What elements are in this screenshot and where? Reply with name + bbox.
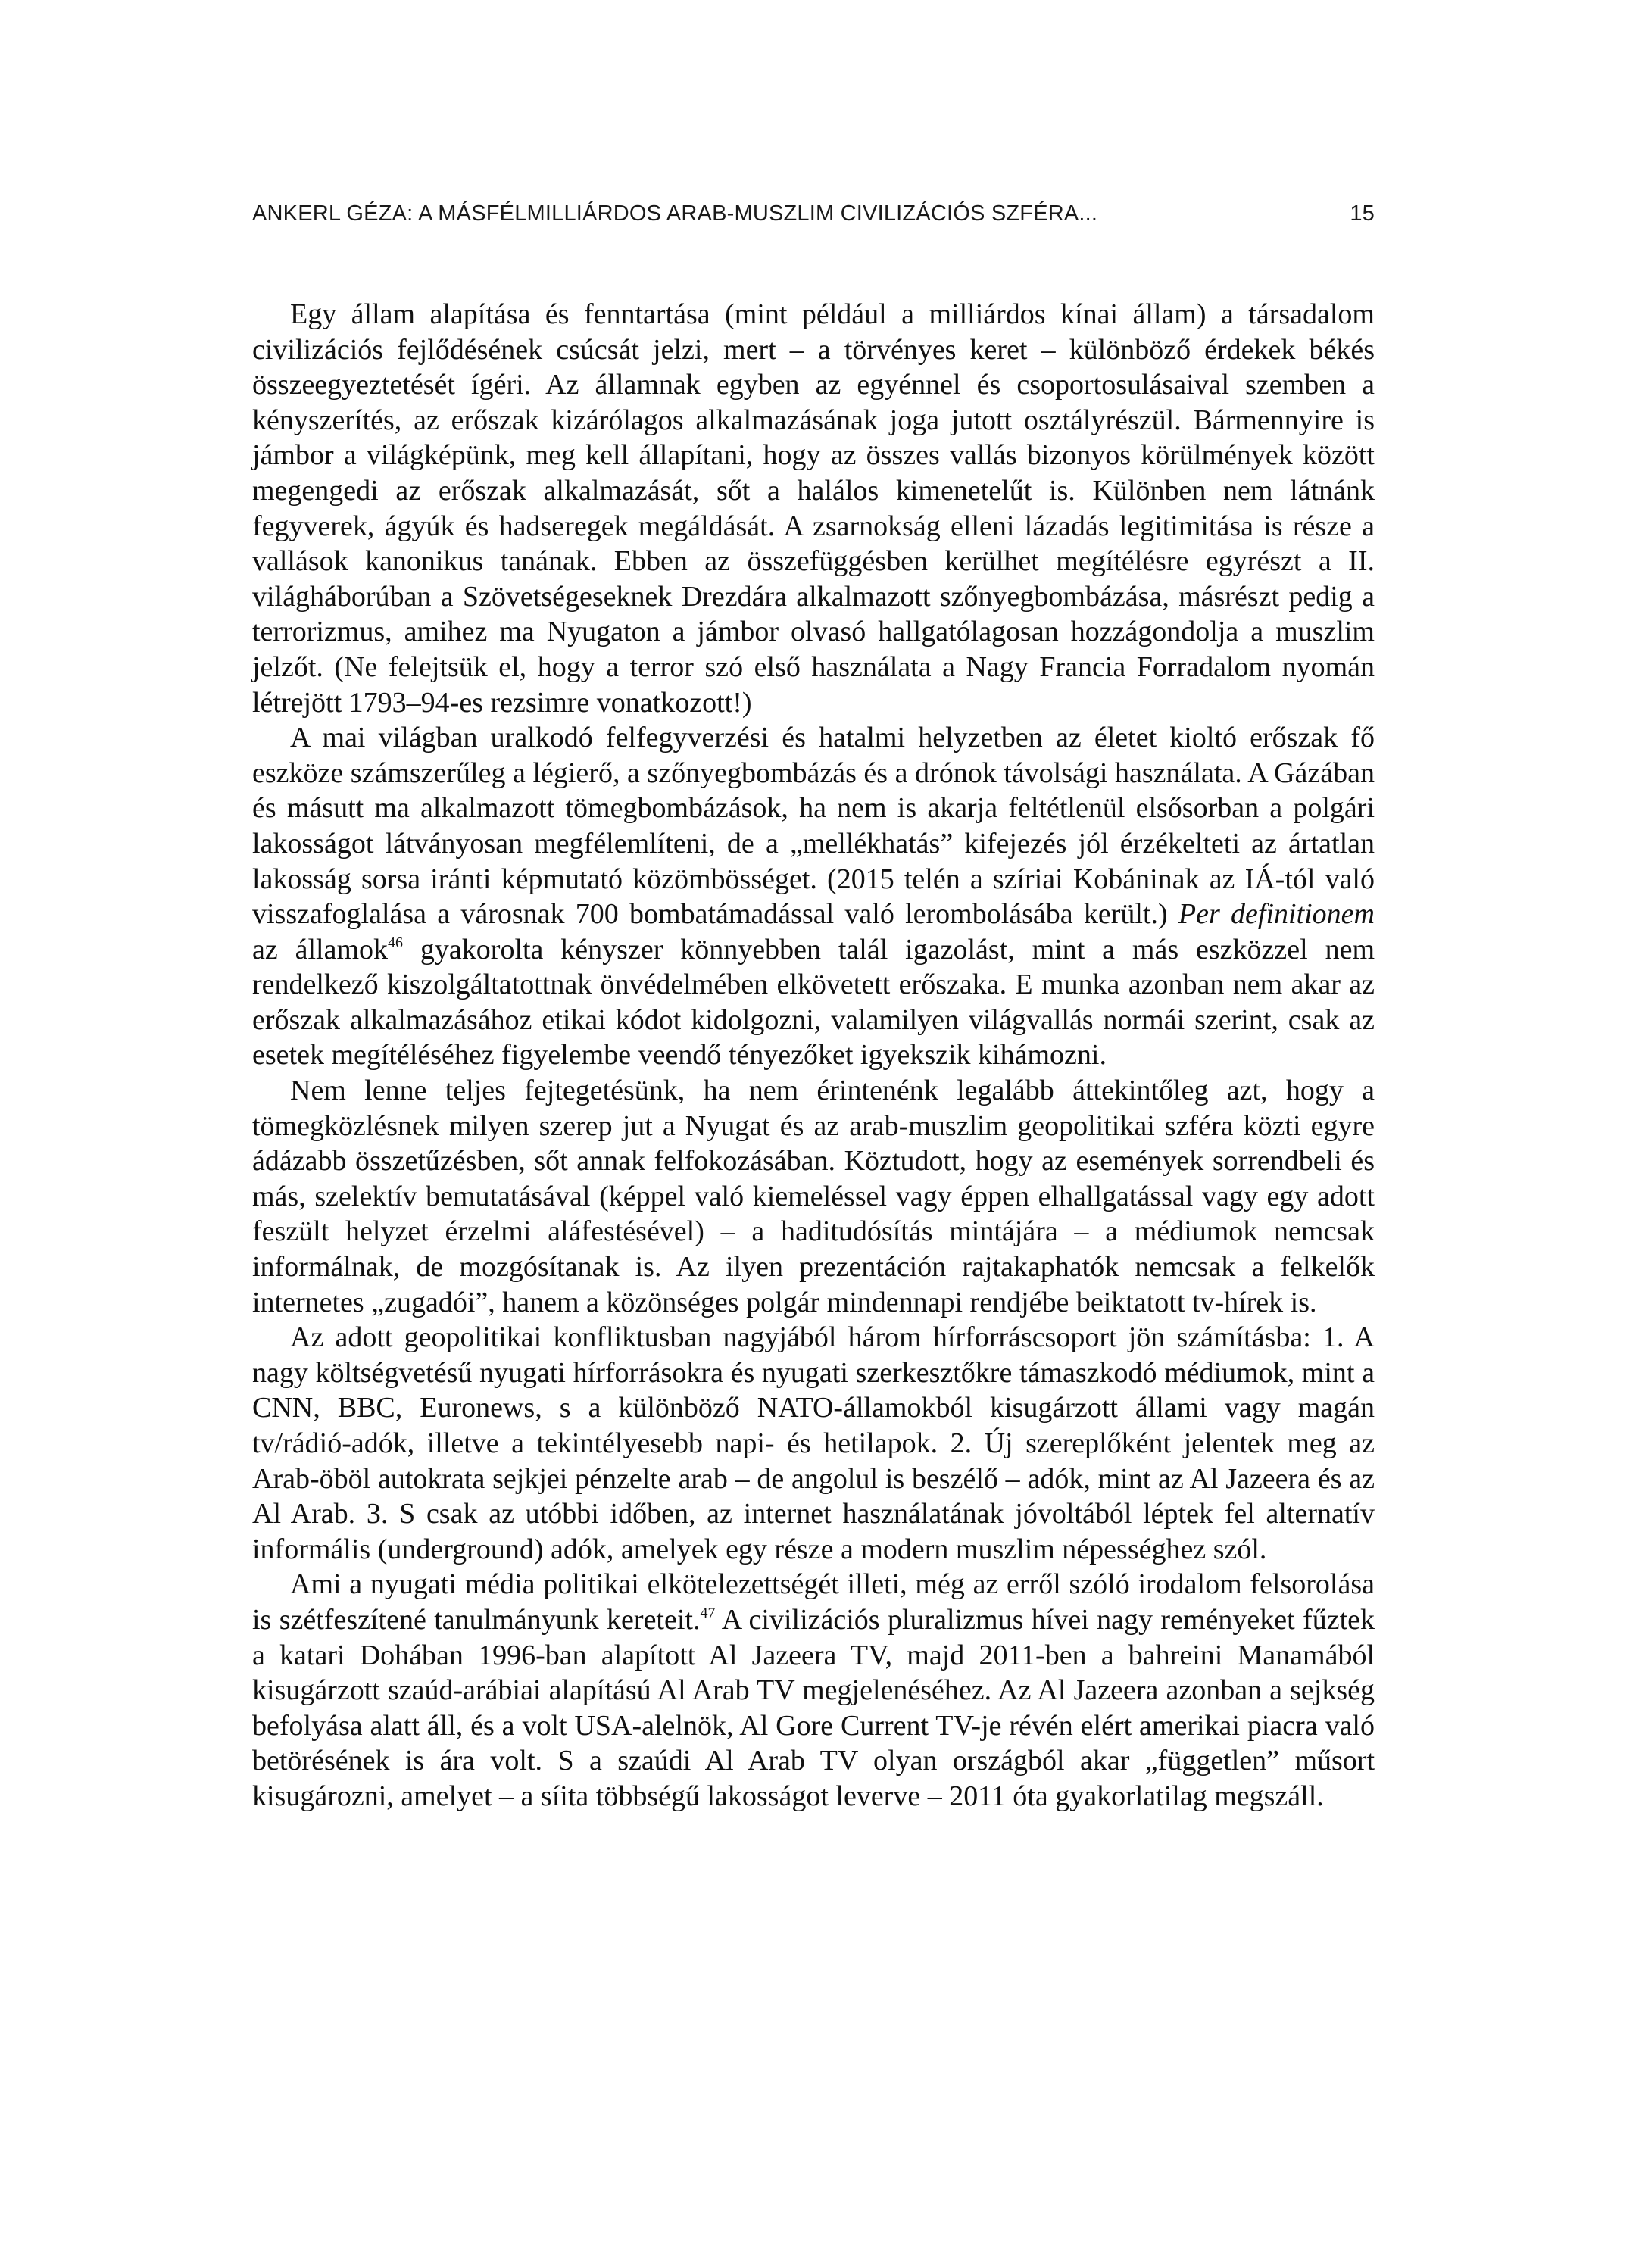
paragraph-5-text-a: Ami a nyugati média politikai elkötelezettségét illeti, még az erről szóló irodalom felsorolása is szétfeszítené tanulmányunk kereteit.: [252, 1568, 1375, 1636]
paragraph-2: [252, 720, 1375, 1073]
footnote-ref-47[interactable]: 47: [700, 1604, 716, 1621]
paragraph-2-text-b: az államok: [252, 933, 389, 966]
latin-phrase: Per definitionem: [1178, 898, 1375, 931]
running-title: ANKERL GÉZA: A MÁSFÉLMILLIÁRDOS ARAB-MUSZLIM CIVILIZÁCIÓS SZFÉRA...: [252, 201, 1098, 226]
paragraph-5-text-b: A civilizációs pluralizmus hívei nagy reményeket fűztek a katari Dohában 1996-ban alapított Al Jazeera TV, majd 2011-ben a bahreini Manamából kisugárzott szaúd-arábiai alapítású Al Arab TV megjelenéséhez. Az Al Jazeera azonban a sejkség befolyása alatt áll, és a volt USA-alelnök, Al Gore Current TV-je révén elért amerikai piacra való betörésének is ára volt. S a szaúdi Al Arab TV olyan országból akar „független” műsort kisugározni, amelyet – a síita többségű lakosságot leverve – 2011 óta gyakorlatilag megszáll.: [252, 1603, 1375, 1812]
paragraph-4: Az adott geopolitikai konfliktusban nagyjából három hírforráscsoport jön számításba: 1. A nagy költségvetésű nyugati hírforrásokra és nyugati szerkesztőkre támaszkodó médiumok, mint a CNN, BBC, Euronews, s a különböző NATO-államokból kisugárzott állami vagy magán tv/rádió-adók, illetve a tekintélyesebb napi- és hetilapok. 2. Új szereplőként jelentek meg az Arab-öböl autokrata sejkjei pénzelte arab – de angolul is beszélő – adók, mint az Al Jazeera és az Al Arab. 3. S csak az utóbbi időben, az internet használatának jóvoltából léptek fel alternatív informális (underground) adók, amelyek egy része a modern muszlim népességhez szól.: [252, 1321, 1375, 1565]
paragraph-2-text-c: gyakorolta kényszer könnyebben talál igazolást, mint a más eszközzel nem rendelkező kiszolgáltatottnak önvédelmében elkövetett erőszaka. E munka azonban nem akar az erőszak alkalmazásához etikai kódot kidolgozni, valamilyen világvallás normái szerint, csak az esetek megítéléséhez figyelembe veendő tényezőket igyekszik kihámozni.: [252, 933, 1375, 1072]
paragraph-3: Nem lenne teljes fejtegetésünk, ha nem érintenénk legalább áttekintőleg azt, hogy a tömegközlésnek milyen szerep jut a Nyugat és az arab-muszlim geopolitikai szféra közti egyre ádázabb összetűzésben, sőt annak felfokozásában. Köztudott, hogy az események sorrendbeli és más, szelektív bemutatásával (képpel való kiemeléssel vagy éppen elhallgatással vagy egy adott feszült helyzet érzelmi aláfestésével) – a haditudósítás mintájára – a médiumok nemcsak informálnak, de mozgósítanak is. Az ilyen prezentáción rajtakaphatók nemcsak a felkelők internetes „zugadói”, hanem a közönséges polgár mindennapi rendjébe beiktatott tv-hírek is.: [252, 1075, 1375, 1318]
paragraph-2-text-a: A mai világban uralkodó felfegyverzési és hatalmi helyzetben az életet kioltó erőszak fő eszköze számszerűleg a légierő, a szőnyegbombázás és a drónok távolsági használata. A Gázában és másutt ma alkalmazott tömegbombázások, ha nem is akarja feltétlenül elsősorban a polgári lakosságot látványosan megfélemlíteni, de a „mellékhatás” kifejezés jól érzékelteti az ártatlan lakosság sorsa iránti képmutató közömbösséget. (2015 telén a szíriai Kobáninak az IÁ-tól való visszafoglalása a városnak 700 bombatámadással való lerombolásába került.): [252, 722, 1375, 931]
page-number: 15: [1350, 201, 1375, 226]
footnote-ref-46[interactable]: 46: [388, 934, 404, 951]
body-text: [252, 297, 1375, 1814]
paragraph-1: Egy állam alapítása és fenntartása (mint például a milliárdos kínai állam) a társadalom civilizációs fejlődésének csúcsát jelzi, mert – a törvényes keret – különböző érdekek békés összeegyeztetését ígéri. Az államnak egyben az egyénnel és csoportosulásaival szemben a kényszerítés, az erőszak kizárólagos alkalmazásának joga jutott osztályrészül. Bármennyire is jámbor a világképünk, meg kell állapítani, hogy az összes vallás bizonyos körülmények között megengedi az erőszak alkalmazását, sőt a halálos kimenetelűt is. Különben nem látnánk fegyverek, ágyúk és hadseregek megáldását. A zsarnokság elleni lázadás legitimitása is része a vallások kanonikus tanának. Ebben az összefüggésben kerülhet megítélésre egyrészt a II. világháborúban a Szövetségeseknek Drezdára alkalmazott szőnyegbombázása, másrészt pedig a terrorizmus, amihez ma Nyugaton a jámbor olvasó hallgatólagosan hozzágondolja a muszlim jelzőt. (Ne felejtsük el, hogy a terror szó első használata a Nagy Francia Forradalom nyomán létrejött 1793–94-es rezsimre vonatkozott!): [252, 298, 1375, 719]
paragraph-5: [252, 1567, 1375, 1814]
running-header: [252, 201, 1375, 226]
